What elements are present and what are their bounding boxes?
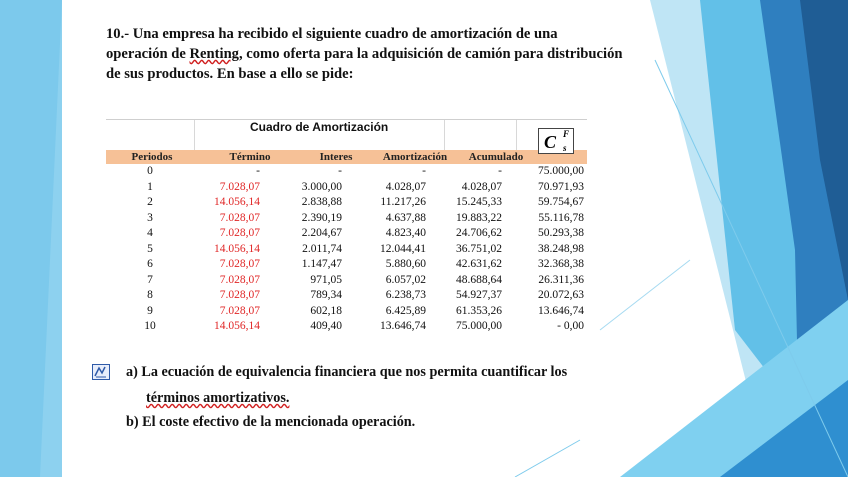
table-cell: 6 <box>147 258 153 270</box>
table-cell: 6.057,02 <box>385 273 426 286</box>
header-amortizacion: Amortización <box>382 151 448 163</box>
table-cell: 8 <box>147 289 153 301</box>
table-cell: 9 <box>147 304 153 317</box>
table-cell: 20.072,63 <box>538 289 584 301</box>
problem-statement <box>106 24 626 84</box>
table-cell: 6.425,89 <box>385 304 426 317</box>
table-cell: 4.823,40 <box>385 227 426 239</box>
table-cell: 14.056,14 <box>214 196 260 208</box>
table-cell: 0 <box>147 165 153 177</box>
symbol-sub: s <box>563 143 567 153</box>
table-row <box>106 319 587 335</box>
amortization-table <box>106 119 587 335</box>
table-cell: 48.688,64 <box>456 273 502 286</box>
table-cell: 2.390,19 <box>301 211 342 224</box>
table-cell: 4 <box>147 227 153 239</box>
table-cell: 1 <box>147 180 153 193</box>
table-cell: 2.011,74 <box>302 242 342 255</box>
table-row <box>106 226 587 242</box>
table-row <box>106 164 587 180</box>
table-cell: 7.028,07 <box>219 304 260 317</box>
table-cell: 7.028,07 <box>219 289 260 301</box>
table-row <box>106 242 587 258</box>
intro-line-2 <box>106 44 626 64</box>
table-cell: 55.116,78 <box>538 211 584 224</box>
table-cell: - <box>498 165 502 177</box>
table-cell: 971,05 <box>310 273 342 286</box>
symbol-sup: F <box>563 129 570 139</box>
table-cell: 7.028,07 <box>219 258 260 270</box>
table-title: Cuadro de Amortización <box>250 120 389 134</box>
table-cell: 13.646,74 <box>380 320 426 332</box>
question-a-line-2-text: términos amortizativos. <box>146 390 290 406</box>
table-cell: 42.631,62 <box>456 258 502 270</box>
table-cell: 75.000,00 <box>538 165 584 177</box>
capital-symbol-box <box>538 128 574 154</box>
table-body <box>106 164 587 335</box>
table-cell: 36.751,02 <box>456 242 502 255</box>
table-row <box>106 273 587 289</box>
table-cell: 789,34 <box>310 289 342 301</box>
question-b: b) El coste efectivo de la mencionada operación. <box>126 414 416 430</box>
table-row <box>106 304 587 320</box>
table-cell: 2.204,67 <box>301 227 342 239</box>
grid-line <box>444 120 445 150</box>
table-row <box>106 257 587 273</box>
table-cell: - 0,00 <box>557 320 584 332</box>
table-cell: - <box>256 165 260 177</box>
table-cell: 7.028,07 <box>219 273 260 286</box>
grid-line <box>516 120 517 150</box>
table-cell: 54.927,37 <box>456 289 502 301</box>
table-title-row <box>106 119 587 153</box>
decor-line-3 <box>515 440 580 477</box>
table-cell: 6.238,73 <box>385 289 426 301</box>
table-cell: 11.217,26 <box>380 196 426 208</box>
table-cell: 24.706,62 <box>456 227 502 239</box>
grid-line <box>194 120 195 150</box>
table-cell: 4.028,07 <box>461 180 502 193</box>
table-cell: 3 <box>147 211 153 224</box>
header-periodos: Periodos <box>131 151 173 163</box>
table-cell: 61.353,26 <box>456 304 502 317</box>
table-row <box>106 195 587 211</box>
intro-line-1: 10.- Una empresa ha recibido el siguiente cuadro de amortización de una <box>106 26 558 42</box>
question-a-line-2 <box>146 388 289 408</box>
table-cell: - <box>422 165 426 177</box>
table-row <box>106 180 587 196</box>
intro-line-2-post: , como oferta para la adquisición de camión para distribución <box>238 46 623 62</box>
intro-line-3: de sus productos. En base a ello se pide: <box>106 66 354 82</box>
table-cell: 59.754,67 <box>538 196 584 208</box>
table-cell: 2.838,88 <box>301 196 342 208</box>
table-cell: 7.028,07 <box>219 180 260 193</box>
table-cell: 50.293,38 <box>538 227 584 239</box>
table-cell: 19.883,22 <box>456 211 502 224</box>
table-cell: 5 <box>147 242 153 255</box>
table-cell: 14.056,14 <box>214 320 260 332</box>
table-cell: 7.028,07 <box>219 211 260 224</box>
table-cell: 32.368,38 <box>538 258 584 270</box>
table-cell: 2 <box>147 196 153 208</box>
table-cell: 3.000,00 <box>301 180 342 193</box>
renting-word: Renting <box>189 46 239 62</box>
table-row <box>106 211 587 227</box>
decor-line-2 <box>600 260 690 330</box>
header-termino: Término <box>229 151 271 163</box>
table-cell: 5.880,60 <box>385 258 426 270</box>
table-cell: 4.637,88 <box>385 211 426 224</box>
table-cell: 70.971,93 <box>538 180 584 193</box>
intro-line-2-pre: operación de <box>106 46 190 62</box>
symbol-main: C <box>544 132 557 152</box>
question-a-line-1: a) La ecuación de equivalencia financiera que nos permita cuantificar los <box>126 364 568 380</box>
table-cell: 75.000,00 <box>456 320 502 332</box>
table-cell: 38.248,98 <box>538 242 584 255</box>
table-cell: 7.028,07 <box>219 227 260 239</box>
table-cell: 409,40 <box>310 320 342 332</box>
header-interes: Interes <box>319 151 353 163</box>
table-cell: 15.245,33 <box>456 196 502 208</box>
table-cell: 26.311,36 <box>538 273 584 286</box>
table-row <box>106 288 587 304</box>
table-cell: 12.044,41 <box>380 242 426 255</box>
table-cell: 4.028,07 <box>385 180 426 193</box>
edit-note-icon[interactable] <box>92 364 110 380</box>
table-header-row <box>106 150 587 164</box>
header-acumulado: Acumulado <box>468 151 524 163</box>
table-cell: 7 <box>147 273 153 286</box>
table-cell: 14.056,14 <box>214 242 260 255</box>
table-cell: 1.147,47 <box>301 258 342 270</box>
table-cell: 13.646,74 <box>538 304 584 317</box>
table-cell: 10 <box>144 320 156 332</box>
table-cell: - <box>338 165 342 177</box>
table-cell: 602,18 <box>310 304 342 317</box>
